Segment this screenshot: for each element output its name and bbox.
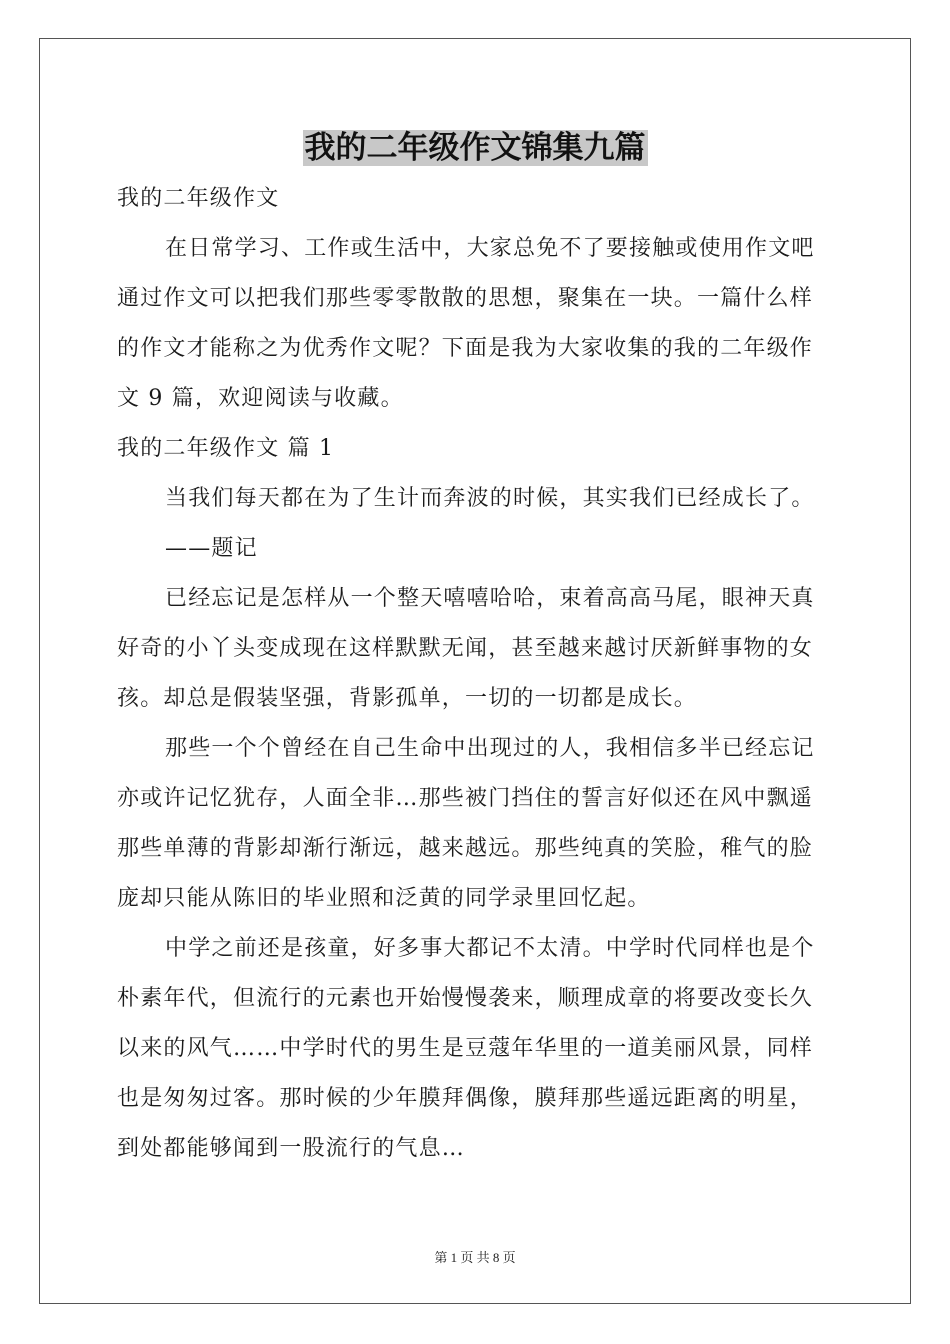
paragraph-line: 的作文才能称之为优秀作文呢？下面是我为大家收集的我的二年级作 bbox=[117, 336, 814, 361]
paragraph-line: 当我们每天都在为了生计而奔波的时候，其实我们已经成长了。 bbox=[165, 486, 815, 511]
paragraph-line: 那些一个个曾经在自己生命中出现过的人，我相信多半已经忘记 bbox=[165, 736, 815, 761]
paragraph-line: ——题记 bbox=[165, 536, 258, 561]
paragraph-line: 那些单薄的背影却渐行渐远，越来越远。那些纯真的笑脸，稚气的脸 bbox=[117, 836, 814, 861]
paragraph-line: 已经忘记是怎样从一个整天嘻嘻哈哈，束着高高马尾，眼神天真 bbox=[165, 586, 815, 611]
section-heading: 我的二年级作文 bbox=[117, 186, 280, 211]
page-footer bbox=[0, 1247, 950, 1266]
paragraph-line: 好奇的小丫头变成现在这样默默无闻，甚至越来越讨厌新鲜事物的女 bbox=[117, 636, 814, 661]
paragraph-line: 以来的风气……中学时代的男生是豆蔻年华里的一道美丽风景，同样 bbox=[117, 1036, 814, 1061]
paragraph-line: 文 9 篇，欢迎阅读与收藏。 bbox=[117, 386, 404, 411]
page-number: 第 1 页 共 8 页 bbox=[434, 1250, 516, 1265]
page-border bbox=[39, 38, 911, 1304]
section-heading: 我的二年级作文 篇 1 bbox=[117, 436, 335, 461]
paragraph-line: 中学之前还是孩童，好多事大都记不太清。中学时代同样也是个 bbox=[165, 936, 815, 961]
document-title-text: 我的二年级作文锦集九篇 bbox=[304, 130, 646, 166]
paragraph-line: 朴素年代，但流行的元素也开始慢慢袭来，顺理成章的将要改变长久 bbox=[117, 986, 814, 1011]
document-title bbox=[0, 127, 950, 169]
paragraph-line: 在日常学习、工作或生活中，大家总免不了要接触或使用作文吧 bbox=[165, 236, 815, 261]
paragraph-line: 孩。却总是假装坚强，背影孤单，一切的一切都是成长。 bbox=[117, 686, 698, 711]
paragraph-line: 通过作文可以把我们那些零零散散的思想，聚集在一块。一篇什么样 bbox=[117, 286, 814, 311]
paragraph-line: 也是匆匆过客。那时候的少年膜拜偶像，膜拜那些遥远距离的明星， bbox=[117, 1086, 814, 1111]
paragraph-line: 庞却只能从陈旧的毕业照和泛黄的同学录里回忆起。 bbox=[117, 886, 651, 911]
paragraph-line: 到处都能够闻到一股流行的气息… bbox=[117, 1136, 466, 1161]
paragraph-line: 亦或许记忆犹存，人面全非…那些被门挡住的誓言好似还在风中飘遥 bbox=[117, 786, 814, 811]
